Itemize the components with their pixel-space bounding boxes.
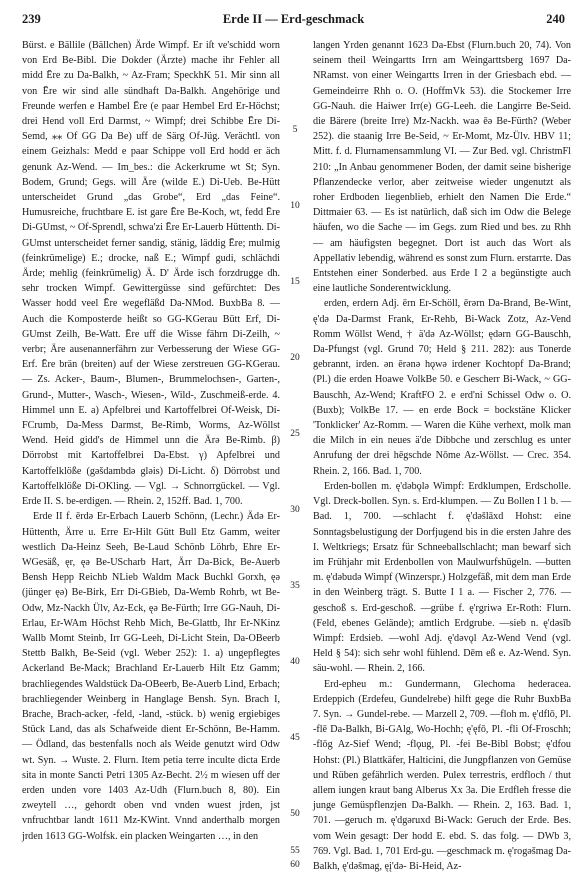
entry-erde-ii: Erde II f. ērdə Er-Erbach Lauerb Schönn, (Lechr.) Ädə Er-Hüttenth, Ärre u. Erre Er-Hilt Gütt Bull Etz Gamm, weiter westlich Da-Heinz Seeh, Be-Laud Schönb Löhrb, Ehre Er-WGesäß, ęr, ęə Be-UScharb Hart, Ärr Da-Bick, Be-Auerb Bensh Hepp Reichb NLieb Waldm Mack Buchkl Gorxh, ęə (jünger ęə) Be-Birk, Err Di-GBieb, Da-Wemb Rohrb, wt Be-Odw, Mz-Nackh Ülv, Az-Eck, ęə Be-Fürth; Irre GG-Nauh, Di-Erlau, Er-WAm Höchst Rehb Mich, Be-Glattb, Ihr Er-NKinz Wallb Momt Steinb, Irr GG-Leeh, Di-Licht Stein, Da-OBeerb Stettb Balkh, Be-Seid (vgl. Weber 252): 1. a) ungepflegtes Ackerland Be-Mack; Brachland Er-Lauerb Hilt Etz Gamm; brachliegendes Waldstück Da-OBeerb, Be-Auerb Lind, Erbach; brachliegender Weinberg in Hanglage Bensh. Syn. Brach I, Brache, Brach-acker, -feld, -land, -stück. b) wenig ergiebiges Stück Land, das als Schafweide dient Er-Schönn, Be-Hamm. — Ödland, das bestenfalls noch als Weide genutzt wird Odw wt. Syn. → Wuste. 2. Flurn. Item petia terre inculte dicta Erde sita in monte Sancti Petri 1305 Az-Becht. 2½ m wiesen uff der erden unden vore 1403 Az-Udh (Flurn.buch 8, 80). Ein zweytell …, gehordt oben vnd vnden wuest jrden, jst vnfruchtbar landt 1611 Mz-KWint. Vnnd anderthalb morgen jrden 1613 GG-Wolfsk. ein placken Weingarten …, in den — [22, 511, 280, 842]
line-number: 35 — [290, 581, 300, 591]
line-number: 55 — [290, 846, 300, 856]
entry-erde-ii-continued: langen Yrden genannt 1623 Da-Ebst (Flurn.buch 20, 74). Von seinem theil Weingartts Irrn am Weingarttsberg 1697 Da-NRamst. von einer Weingartts Irren in der Griesbach ebd. — Gemeindeirre Rhh o. O. (HoffmVk 53). die Stockemer Irre GG-Nauh. die Haiwer Irr(e) GG-Leeh. die Langirre Be-Seid. die Bärere (breite Irre) Mz-Nackh. waə ēə Be-Fürth? (Weber 252). die staanig Irre Be-Seid, ~ Er-Momt, Mz-Ülv. HBV 11; Mitt. f. d. Flurnamensammlung VI. — Zur Bed. vgl. ChristmFl 210: „In Anbau genommener Boden, der damit seine bisherige Pflanzendecke verlor, aber zeitweise wieder ungenutzt als roher Erdboden liegenblieb, erhielt den Namen Die Erde.“ Dittmaier 63. — Es ist natürlich, daß sich im Odw die Belege häufen, wo die Sache — im Gegs. zum Ried und bes. zu Rhh — am häufigsten begegnet. Dort ist auch das Wort als Appellativ lebendig, während es sonst zum Flurn. erstarrte. Das Entstehen einer Sonderbed. aus Erde I 2 a begünstigte auch eine lautliche Sonderentwicklung. — [313, 40, 571, 295]
line-number: 15 — [290, 277, 300, 287]
entry-erden-bollen: Erden-bollen m. ę'dəbǫlə Wimpf: Erdklumpen, Erdscholle. Vgl. Dreck-bollen. Syn. s. Erd-klumpen. — Zu Bollen I 1 b. — Bad. 1, 700. —schlacht f. ę'dəšlāxd Hohst: eine Sonntagsbelustigung der Dorfjugend bis in die ersten Jahre des I. Weltkriegs; Ersatz für Schneeballschlacht; man bewarf sich im Frühjahr mit Erdenbollen von Maulwurfshügeln. —butten m. ę'dəbudə Wimpf (Winzerspr.) Holzgefäß, mit dem man Erde in den Weinberg trägt. S. Butte I 1 a. — Fischer 2, 776. —geschoß s. Erd-geschoß. —grübe f. ę'rgriwə Er-Roth: Flurn. (Feld, ebenes Gelände); amtlich Erdgrube. —sieb n. ę'dəsīb Wimpf: Erdsieb. —wohl Adj. ę'dəvǫl Az-Wend Vend (vgl. Held § 54): sich sehr wohl fühlend. Dēm eß e. Az-Wend. Syn. säu-wohl. — Rhein. 2, 166. — [313, 480, 571, 675]
line-number: 45 — [290, 733, 300, 743]
page-number-left: 239 — [22, 12, 41, 26]
line-number: 20 — [290, 353, 300, 363]
line-number: 5 — [292, 125, 298, 135]
entry-erd-epheu: Erd-epheu m.: Gundermann, Glechoma hederacea. Erdeppich (Erdefeu, Gundelrebe) hilft gege die Ruhr BuxbBa 7. Syn. → Gundel-rebe. — Marzell 2, 709. —floh m. ę'dflō, Pl. -flē Da-Balkh, Bi-GAlg, Wo-Hochh; ę'ęfō, Pl. -fli Of-Froschh; -flōg Az-Sief Wend; -flǫug, Pl. -fei Be-Bibl Bobst; ę'dfou Hohst: (Pl.) Blattkäfer, Halticini, die Jungpflanzen von Gemüse und Rüben gefährlich werden. Pulex terrestris, erdfloch / thut allem iungen kraut bang Alberus Xx 3a. Die Erdfleh fresse die junge Gemüspflenzjen Da-Balkh. — Rhein. 2, 163. Bad. 1, 701. —geruch m. ę'dgəruxd Bi-Wack: Geruch der Erde. Bes. vom Wein gesagt: Der hodd E. ebd. S. das folg. — DWb 3, 769. Vgl. Bad. 1, 701 Erd-gu. —geschmack m. ę'rogəšmag Da-Balkh, ę'dəšmag, ęį'də- Bi-Heid, Az- — [313, 678, 571, 872]
running-title: Erde II — Erd-geschmack — [222, 12, 365, 26]
line-number: 60 — [290, 860, 300, 870]
entry-erde-i-continued: Bürst. e Bällile (Bällchen) Ärde Wimpf. Er iſt ve'schidd worn von Erd Be-Bibl. Die Dokder (Ärzte) mache ihr Fehler all midd Ēre zu Da-Balkh, ~ Az-Fram; SpeckhK 51. Mir sinn all von Ēre wir sind alle sündhaft Da-Balkh. Angehörige und Freunde werfen e Hambel Ēre (e paar Hembel Erd Er-Höchst; drei Hend voll Erd Darmst, ~ Wimpf; drei Schibbe Ēre Di-Semd, ⁎⁎ Of GG Da Be) uff de Särg Of-Jüg. Verächtl. von einem Geizhals: Medd e paar Schippe voll Erd hodd er äch genunk Az-Wend. — Im_bes.: die Ackerkrume wt St; Syn. Bodem, Grund; Gegs. will Äre (wilde E.) Di-Ueb. Be-Hütt unterscheidet Grund „das Grobe“, Erd „das Feine“. Humusreiche, fruchtbare E. ist gare Ēre Be-Koch, wt, fedd Ēre Di-GUmst, ~ Of-Sprendl, schwa'zi Ēre Er-Lauerb Hüttenth. Di-GUmst unterscheidet ferner sandig, stänig, läddig Ēre; mulmig (feinkrümelige) E.; drocke, naß E.; Wimpf gudi, schlächdi Ärde; mehlig (feinkrümelig) Ä. D' Ärde isch forzdrugge dh. sehr trocken Wimpf. Gewittergüsse sind gefürchtet: Des Wasser hodd veel Ēre wegefläßd Da-NMod. BuxbBa 8. — Auch die Komposterde heißt so GG-KGerau Bütt Erf, Di-GUmst Zeilh, Be-Watt. Ēre uff die Wisse fährn Di-Zeilh, ~ verbr; Äre ausenannerfährn zur Verbesserung der Wiese GG-Erf. Ēre brän (breiten) auf der Wiese zerstreuen GG-KGerau. — Zs. Acker-, Baum-, Blumen-, Brummelochsen-, Garten-, Grund-, Mutter-, Wasch-, Wiesen-, Wild-, Zuschmeiß-erde. 4. Himmel unn E. a) Apfelbrei und Kartoffelbrei Of-Weisk, Di-FCrumb, Da-Mess Darmst, Be-Rimb, Worms, Az-Wöllst Wend. Heid gidd's de Himmel unn die Ärə Be-Rimb. β) Dörrobst mit Kartoffelbrei Da-Ebst. γ) Apfelbrei und Kartoffelklöße (gəšdambdə gləis) Di-Licht. δ) Dörrobst und Kartoffelklöße Di-OKling. — Vgl. → Schnorrgückel. — Vgl. Erde II. S. be-erdigen. — Rhein. 2, 152ff. Bad. 1, 700. — [22, 40, 280, 508]
entry-erden: erden, erdern Adj. ērn Er-Schöll, ērərn Da-Brand, Be-Wint, ę'də Da-Darmst Frank, Er-Rehb, Bi-Wack Zotz, Az-Vend Romm Wöllst Wend, † ä'də Az-Wöllst; ędərn GG-Bauschh, Da-Pfungst (vgl. Grund 70; Held § 211. 282): aus Tonerde gebrannt, irden. ən ērənə hǫwə irdener Kochtopf Da-Brand; (Pl.) die erden Hoawe VolkBe 50. e Gescherr Bi-Wack, ~ GG-Bauschh, Az-Wend; KraftFO 2. e erd'ni Schissel Odw o. O. (Buxb); VolkBe 17. — en erde Bock = bockstäne Klicker 'Tonklicker' Az-Romm. — Waren die Kühe verhext, molk man die Milch in ein neues ä'de Dibbche und zerschlug es unter Anrufung der drei hēgschde Nōme Az-Wöllst. — Crec. 354. Rhein. 2, 166. Bad. 1, 700. — [313, 298, 571, 477]
page-number-right: 240 — [546, 12, 565, 26]
line-number: 30 — [290, 505, 300, 515]
left-column — [22, 38, 280, 864]
line-number: 10 — [290, 201, 300, 211]
line-number: 40 — [290, 657, 300, 667]
page-header — [22, 12, 565, 30]
line-number: 25 — [290, 429, 300, 439]
line-number: 50 — [290, 809, 300, 819]
right-column — [313, 38, 571, 872]
